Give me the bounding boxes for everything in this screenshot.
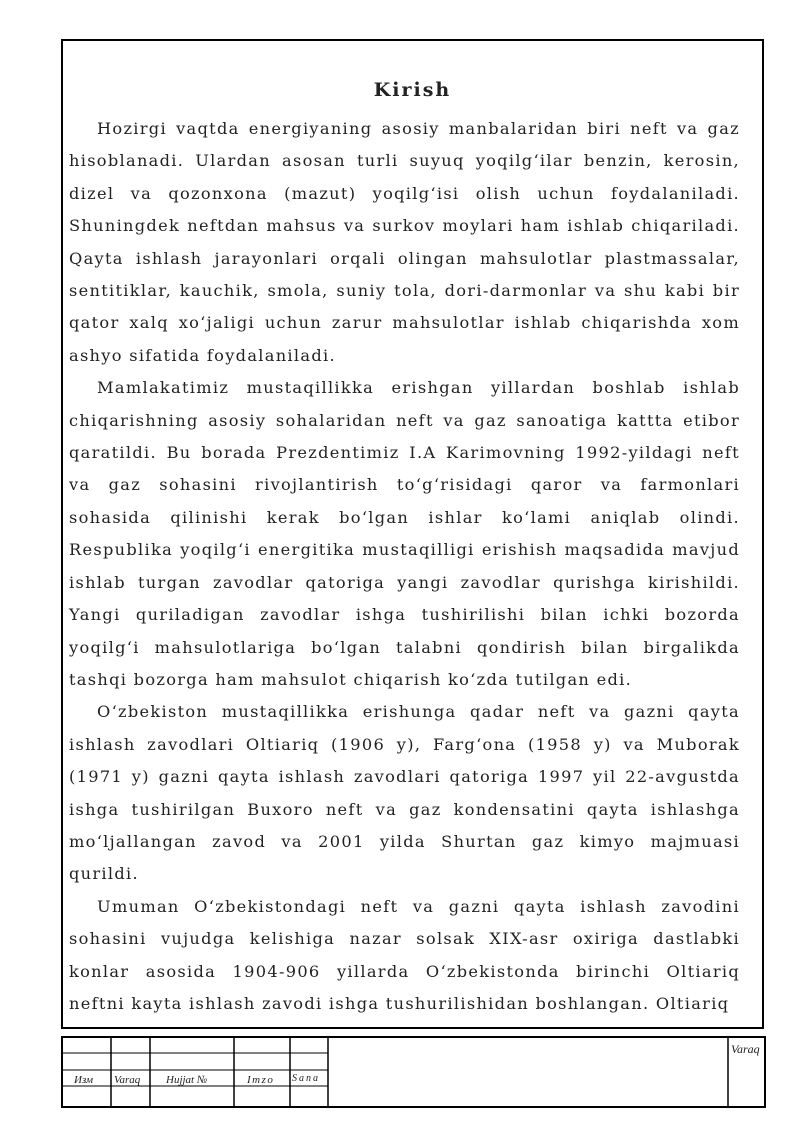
col-imzo-label: Imzo [247, 1074, 275, 1086]
paragraph-4: Umuman O‘zbekistondagi neft va gazni qayta ishlash zavodini sohasini vujudga kelishiga nazar solsak XIX-asr oxiriga dastlabki konlar asosida 1904-906 yillarda O‘zbekistonda birinchi Oltiariq neftni kayta ishlash zavodi ishga tushurilishidan boshlangan. Oltiariq [69, 896, 740, 1013]
paragraph-2: Mamlakatimiz mustaqillikka erishgan yillardan boshlab ishlab chiqarishning asosiy sohalaridan neft va gaz sanoatiga kattta etibor qaratildi. Bu borada Prezdentimiz I.A Karimovning 1992-yildagi neft va gaz sohasini rivojlantirish to‘g‘risidagi qaror va farmonlari sohasida qilinishi kerak bo‘lgan ishlar ko‘lami aniqlab olindi. Respublika yoqilg‘i energitika mustaqilligi erishish maqsadida mavjud ishlab turgan zavodlar qatoriga yangi zavodlar qurishga kirishildi. Yangi quriladigan zavodlar ishga tushirilishi bilan ichki bozorda yoqilg‘i mahsulotlariga bo‘lgan talabni qondirish bilan birgalikda tashqi bozorga ham mahsulot chiqarish ko‘zda tutilgan edi. [69, 378, 740, 689]
title-block-grid [61, 1036, 767, 1108]
page-frame [61, 39, 764, 1029]
page-title: Kirish [373, 79, 452, 101]
sheet-label: Varaq [731, 1042, 760, 1056]
title-block [61, 1036, 767, 1108]
paragraph-3: O‘zbekiston mustaqillikka erishunga qadar neft va gazni qayta ishlash zavodlari Oltiariq (1906 y), Farg‘ona (1958 y) va Muborak (1971 y) gazni qayta ishlash zavodlari qatoriga 1997 yil 22-avgustda ishga tushirilgan Buxoro neft va gaz kondensatini qayta ishlashga mo‘ljallangan zavod va 2001 yilda Shurtan gaz kimyo majmuasi qurildi. [69, 702, 740, 884]
col-varaq-label: Varaq [114, 1074, 141, 1086]
col-sana-label: Sana [292, 1073, 320, 1084]
col-hujjat-label: Hujjat № [166, 1074, 208, 1086]
paragraph-1: Hozirgi vaqtda energiyaning asosiy manbalaridan biri neft va gaz hisoblanadi. Ulardan asosan turli suyuq yoqilg‘ilar benzin, kerosin, dizel va qozonxona (mazut) yoqilg‘isi olish uchun foydalaniladi. Shuningdek neftdan mahsus va surkov moylari ham ishlab chiqariladi. Qayta ishlash jarayonlari orqali olingan mahsulotlar plastmassalar, sentitiklar, kauchik, smola, suniy tola, dori-darmonlar va shu kabi bir qator xalq xo‘jaligi uchun zarur mahsulotlar ishlab chiqarishda xom ashyo sifatida foydalaniladi. [69, 119, 740, 365]
col-izm-label: Изм [74, 1074, 93, 1086]
document-body [69, 113, 740, 1020]
